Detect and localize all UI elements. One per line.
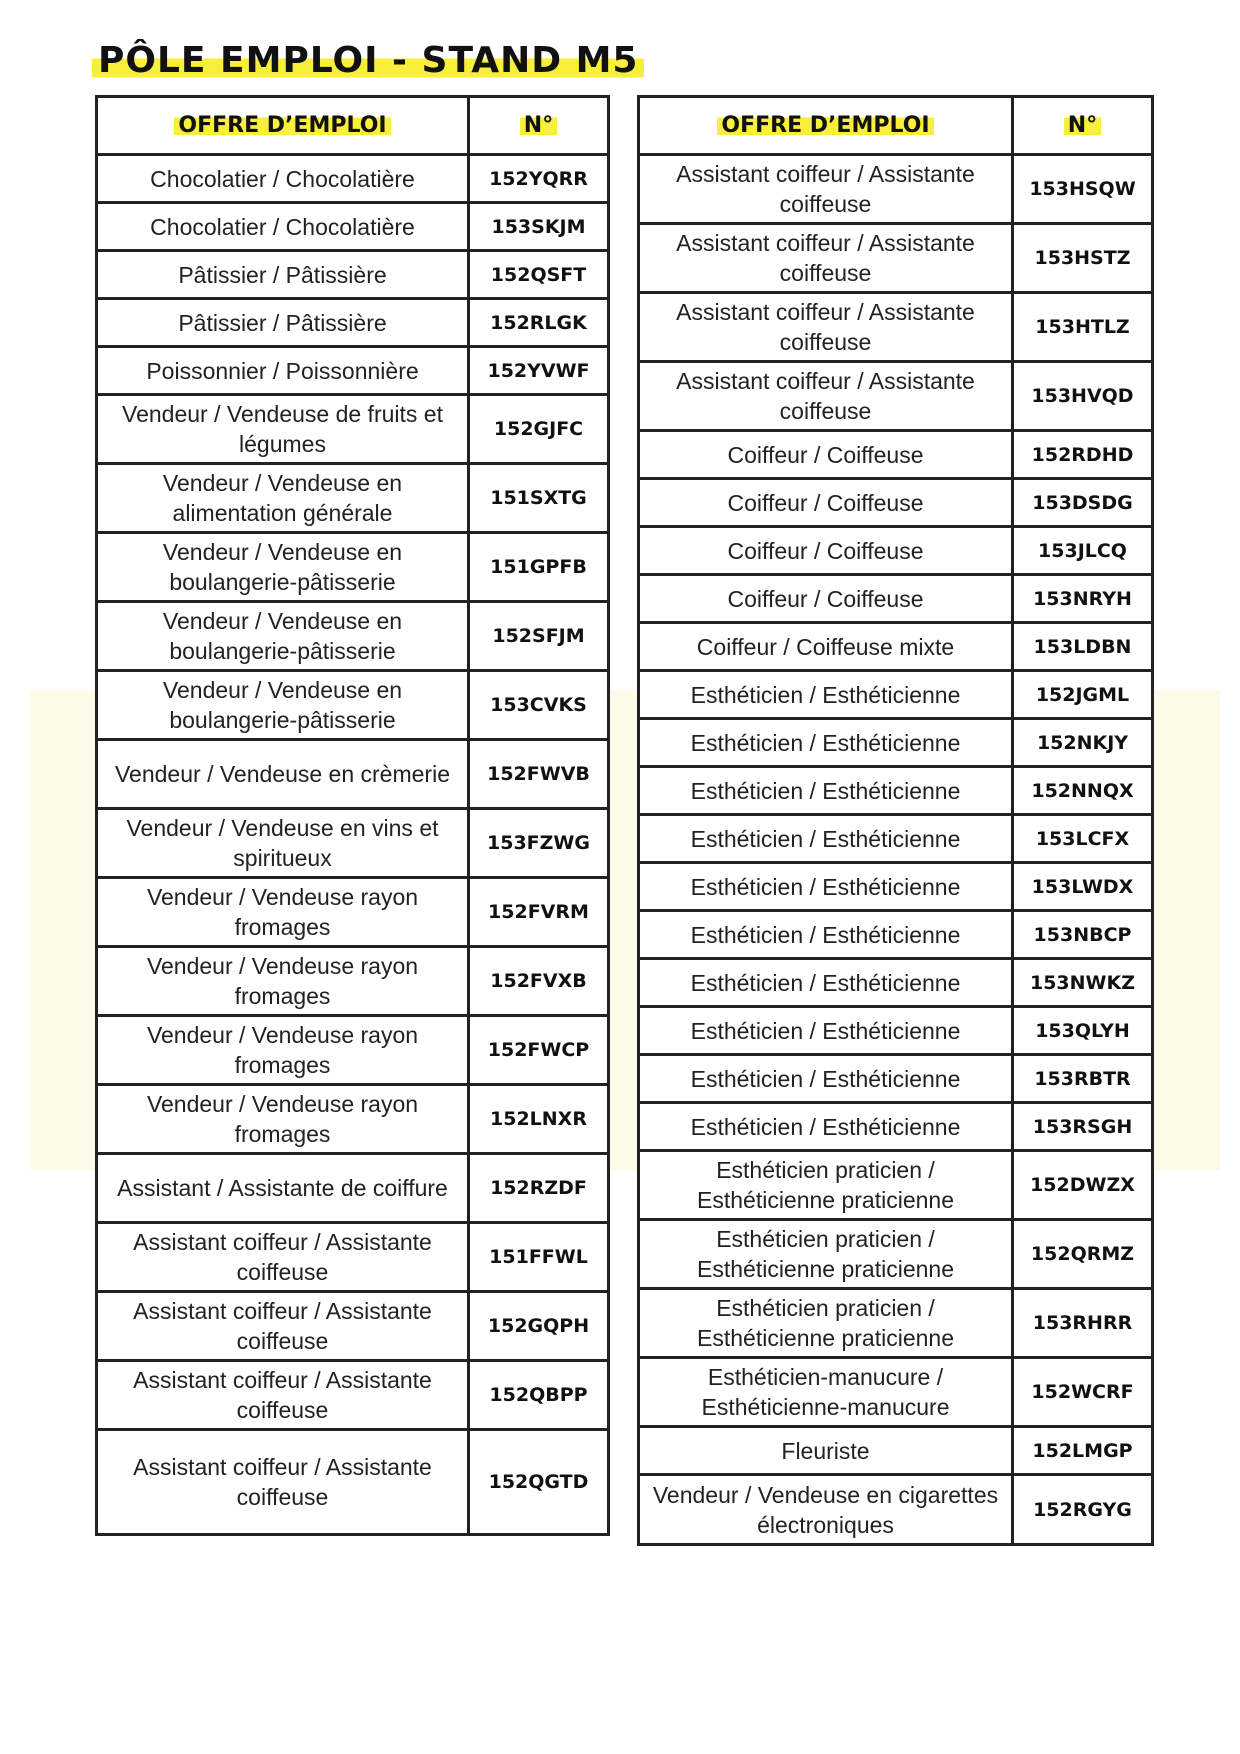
number-column-header	[469, 97, 609, 155]
table-row	[97, 347, 609, 395]
table-row	[639, 1427, 1153, 1475]
table-row	[97, 878, 609, 947]
table-row	[97, 203, 609, 251]
offer-number-cell: 153NWKZ	[1013, 959, 1153, 1007]
table-row	[639, 1055, 1153, 1103]
table-row	[97, 740, 609, 809]
job-title-cell: Vendeur / Vendeuse en alimentation générale	[97, 464, 469, 533]
table-row	[97, 395, 609, 464]
job-title-cell: Esthéticien / Esthéticienne	[639, 1055, 1013, 1103]
job-title-cell: Vendeur / Vendeuse en crèmerie	[97, 740, 469, 809]
job-title-cell: Chocolatier / Chocolatière	[97, 155, 469, 203]
job-title-cell: Assistant coiffeur / Assistante coiffeuse	[639, 362, 1013, 431]
number-header-label: N°	[1064, 113, 1101, 138]
offer-number-cell: 151SXTG	[469, 464, 609, 533]
job-title-cell: Pâtissier / Pâtissière	[97, 299, 469, 347]
table-row	[639, 623, 1153, 671]
offer-number-cell: 152JGML	[1013, 671, 1153, 719]
job-title-cell: Coiffeur / Coiffeuse	[639, 431, 1013, 479]
offer-number-cell: 153SKJM	[469, 203, 609, 251]
offer-number-cell: 152YQRR	[469, 155, 609, 203]
offer-number-cell: 151FFWL	[469, 1223, 609, 1292]
offer-number-cell: 152LMGP	[1013, 1427, 1153, 1475]
offer-number-cell: 152FWCP	[469, 1016, 609, 1085]
table-row	[639, 1103, 1153, 1151]
table-row	[97, 1154, 609, 1223]
table-row	[639, 1220, 1153, 1289]
offer-number-cell: 152FVRM	[469, 878, 609, 947]
table-row	[639, 719, 1153, 767]
job-title-cell: Assistant coiffeur / Assistante coiffeuse	[639, 155, 1013, 224]
table-row	[639, 575, 1153, 623]
offer-number-cell: 152RLGK	[469, 299, 609, 347]
table-row	[97, 464, 609, 533]
offer-column-header	[97, 97, 469, 155]
job-title-cell: Esthéticien praticien / Esthéticienne praticienne	[639, 1289, 1013, 1358]
offer-number-cell: 153RHRR	[1013, 1289, 1153, 1358]
table-row	[639, 527, 1153, 575]
table-row	[639, 863, 1153, 911]
job-title-cell: Assistant coiffeur / Assistante coiffeuse	[639, 224, 1013, 293]
job-title-cell: Pâtissier / Pâtissière	[97, 251, 469, 299]
table-row	[639, 155, 1153, 224]
job-title-cell: Assistant coiffeur / Assistante coiffeuse	[639, 293, 1013, 362]
job-title-cell: Esthéticien / Esthéticienne	[639, 815, 1013, 863]
job-title-cell: Fleuriste	[639, 1427, 1013, 1475]
number-header-label: N°	[520, 113, 557, 138]
job-title-cell: Esthéticien-manucure / Esthéticienne-manucure	[639, 1358, 1013, 1427]
offer-number-cell: 152WCRF	[1013, 1358, 1153, 1427]
offer-number-cell: 153HSQW	[1013, 155, 1153, 224]
table-row	[97, 671, 609, 740]
table-row	[97, 1292, 609, 1361]
job-title-cell: Assistant coiffeur / Assistante coiffeuse	[97, 1430, 469, 1535]
table-row	[97, 947, 609, 1016]
table-row	[639, 1151, 1153, 1220]
table-row	[639, 479, 1153, 527]
table-row	[639, 1475, 1153, 1545]
table-row	[97, 251, 609, 299]
job-title-cell: Esthéticien praticien / Esthéticienne praticienne	[639, 1151, 1013, 1220]
job-title-cell: Assistant coiffeur / Assistante coiffeuse	[97, 1292, 469, 1361]
offer-number-cell: 152GJFC	[469, 395, 609, 464]
table-row	[639, 1007, 1153, 1055]
job-title-cell: Coiffeur / Coiffeuse	[639, 479, 1013, 527]
offer-number-cell: 152FVXB	[469, 947, 609, 1016]
table-row	[97, 1361, 609, 1430]
offer-number-cell: 153LWDX	[1013, 863, 1153, 911]
table-row	[97, 1223, 609, 1292]
offer-number-cell: 153QLYH	[1013, 1007, 1153, 1055]
job-title-cell: Esthéticien / Esthéticienne	[639, 767, 1013, 815]
job-title-cell: Vendeur / Vendeuse en boulangerie-pâtisserie	[97, 602, 469, 671]
job-title-cell: Esthéticien / Esthéticienne	[639, 1103, 1013, 1151]
offer-number-cell: 152NNQX	[1013, 767, 1153, 815]
job-title-cell: Esthéticien / Esthéticienne	[639, 911, 1013, 959]
offer-number-cell: 153RSGH	[1013, 1103, 1153, 1151]
job-title-cell: Vendeur / Vendeuse en boulangerie-pâtisserie	[97, 533, 469, 602]
offer-number-cell: 152RDHD	[1013, 431, 1153, 479]
table-row	[639, 1358, 1153, 1427]
job-title-cell: Vendeur / Vendeuse en boulangerie-pâtisserie	[97, 671, 469, 740]
offer-number-cell: 153HTLZ	[1013, 293, 1153, 362]
job-title-cell: Coiffeur / Coiffeuse mixte	[639, 623, 1013, 671]
job-title-cell: Vendeur / Vendeuse en vins et spiritueux	[97, 809, 469, 878]
job-title-cell: Vendeur / Vendeuse de fruits et légumes	[97, 395, 469, 464]
table-row	[639, 362, 1153, 431]
offer-number-cell: 153JLCQ	[1013, 527, 1153, 575]
table-row	[97, 299, 609, 347]
table-row	[97, 1085, 609, 1154]
table-row	[639, 293, 1153, 362]
table-row	[639, 671, 1153, 719]
offer-header-label: OFFRE D’EMPLOI	[717, 113, 933, 138]
offer-number-cell: 152GQPH	[469, 1292, 609, 1361]
number-column-header	[1013, 97, 1153, 155]
job-title-cell: Assistant coiffeur / Assistante coiffeuse	[97, 1361, 469, 1430]
offer-number-cell: 153NRYH	[1013, 575, 1153, 623]
job-title-cell: Esthéticien / Esthéticienne	[639, 959, 1013, 1007]
table-row	[639, 767, 1153, 815]
job-title-cell: Coiffeur / Coiffeuse	[639, 527, 1013, 575]
job-title-cell: Esthéticien / Esthéticienne	[639, 671, 1013, 719]
table-row	[97, 1430, 609, 1535]
job-title-cell: Vendeur / Vendeuse rayon fromages	[97, 947, 469, 1016]
table-row	[639, 1289, 1153, 1358]
job-title-cell: Poissonnier / Poissonnière	[97, 347, 469, 395]
job-table-right	[637, 95, 1154, 1546]
job-title-cell: Esthéticien / Esthéticienne	[639, 1007, 1013, 1055]
offer-number-cell: 151GPFB	[469, 533, 609, 602]
table-row	[97, 1016, 609, 1085]
table-row	[97, 155, 609, 203]
offer-number-cell: 153RBTR	[1013, 1055, 1153, 1103]
offer-number-cell: 152SFJM	[469, 602, 609, 671]
offer-number-cell: 152QGTD	[469, 1430, 609, 1535]
table-header-row	[639, 97, 1153, 155]
table-row	[639, 224, 1153, 293]
page-title: PÔLE EMPLOI - STAND M5	[92, 40, 644, 81]
offer-number-cell: 153HSTZ	[1013, 224, 1153, 293]
offer-number-cell: 153NBCP	[1013, 911, 1153, 959]
table-row	[97, 809, 609, 878]
table-row	[639, 959, 1153, 1007]
offer-number-cell: 152QRMZ	[1013, 1220, 1153, 1289]
offer-number-cell: 152YVWF	[469, 347, 609, 395]
offer-header-label: OFFRE D’EMPLOI	[174, 113, 390, 138]
job-title-cell: Esthéticien praticien / Esthéticienne praticienne	[639, 1220, 1013, 1289]
offer-number-cell: 152QBPP	[469, 1361, 609, 1430]
offer-number-cell: 152RZDF	[469, 1154, 609, 1223]
offer-number-cell: 153CVKS	[469, 671, 609, 740]
offer-column-header	[639, 97, 1013, 155]
job-title-cell: Vendeur / Vendeuse rayon fromages	[97, 1016, 469, 1085]
offer-number-cell: 153FZWG	[469, 809, 609, 878]
offer-number-cell: 153DSDG	[1013, 479, 1153, 527]
job-table-left	[95, 95, 610, 1536]
table-header-row	[97, 97, 609, 155]
job-title-cell: Assistant coiffeur / Assistante coiffeuse	[97, 1223, 469, 1292]
offer-number-cell: 152RGYG	[1013, 1475, 1153, 1545]
offer-number-cell: 153HVQD	[1013, 362, 1153, 431]
offer-number-cell: 152FWVB	[469, 740, 609, 809]
table-row	[97, 533, 609, 602]
job-title-cell: Chocolatier / Chocolatière	[97, 203, 469, 251]
job-title-cell: Esthéticien / Esthéticienne	[639, 863, 1013, 911]
job-title-cell: Vendeur / Vendeuse en cigarettes électroniques	[639, 1475, 1013, 1545]
table-row	[97, 602, 609, 671]
offer-number-cell: 152NKJY	[1013, 719, 1153, 767]
table-row	[639, 815, 1153, 863]
job-title-cell: Esthéticien / Esthéticienne	[639, 719, 1013, 767]
offer-number-cell: 153LCFX	[1013, 815, 1153, 863]
job-title-cell: Vendeur / Vendeuse rayon fromages	[97, 878, 469, 947]
job-title-cell: Coiffeur / Coiffeuse	[639, 575, 1013, 623]
job-title-cell: Vendeur / Vendeuse rayon fromages	[97, 1085, 469, 1154]
table-row	[639, 431, 1153, 479]
offer-number-cell: 152LNXR	[469, 1085, 609, 1154]
offer-number-cell: 152DWZX	[1013, 1151, 1153, 1220]
offer-number-cell: 153LDBN	[1013, 623, 1153, 671]
offer-number-cell: 152QSFT	[469, 251, 609, 299]
table-row	[639, 911, 1153, 959]
job-title-cell: Assistant / Assistante de coiffure	[97, 1154, 469, 1223]
